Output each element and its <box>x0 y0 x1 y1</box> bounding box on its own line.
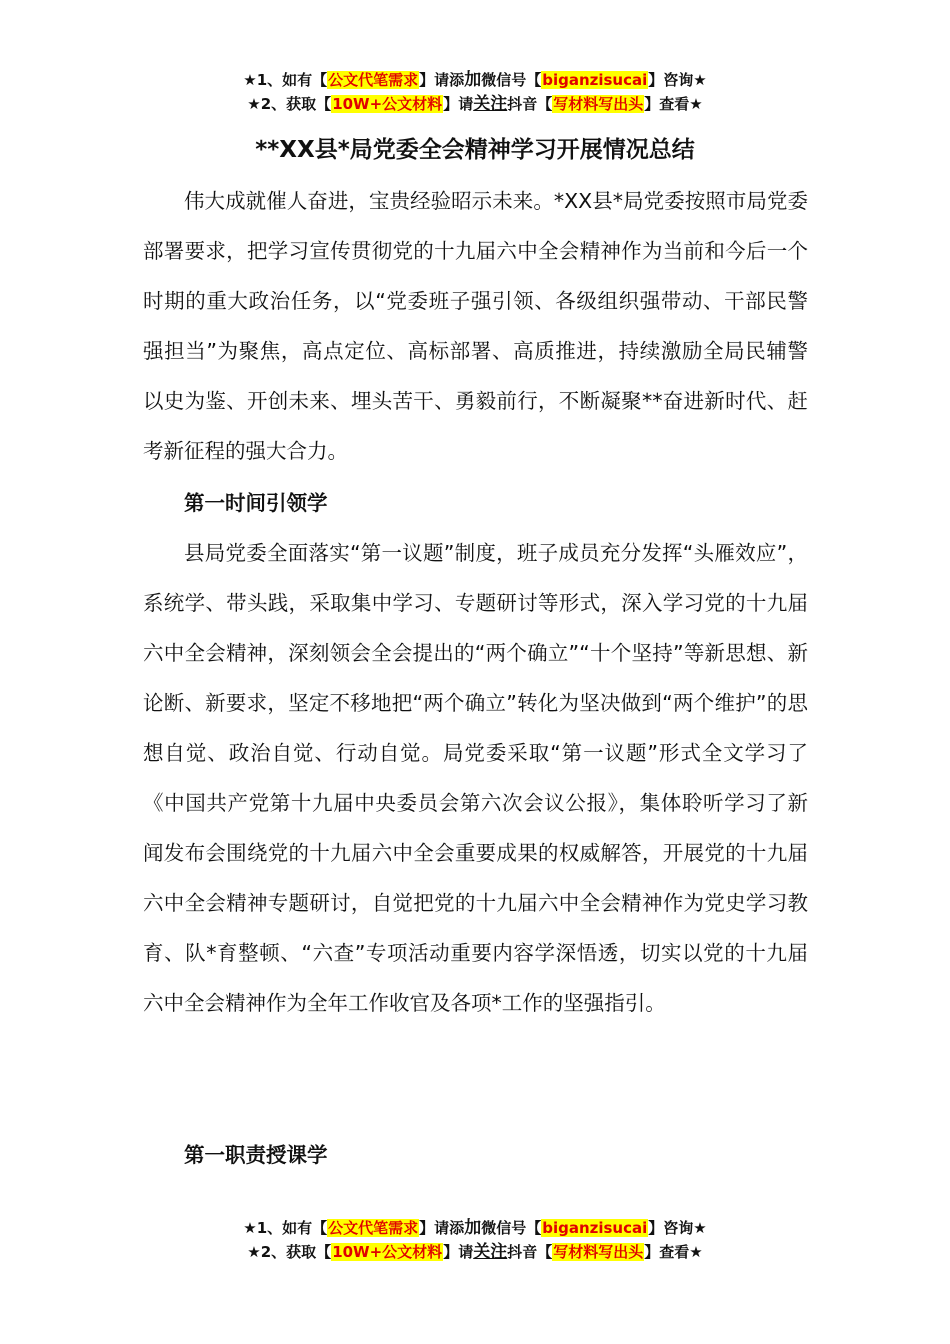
section-heading-text: 第一职责授课学 <box>184 1143 328 1167</box>
promo-highlight-service: 公文代笔需求 <box>328 71 419 89</box>
footer-promo-banner <box>0 1216 950 1264</box>
section-heading-1 <box>143 478 808 528</box>
promo-highlight-wechat-id: biganzisucai <box>542 71 648 89</box>
promo-highlight-wechat-id: biganzisucai <box>542 1219 648 1237</box>
section-heading-2 <box>143 1130 808 1180</box>
promo-line-1: ★1、如有【公文代笔需求】请添加微信号【biganzisucai】咨询★ <box>243 1218 707 1238</box>
header-promo-banner <box>0 68 950 116</box>
promo-highlight-douyin: 写材料写出头 <box>553 95 644 113</box>
promo-highlight-service: 公文代笔需求 <box>328 1219 419 1237</box>
promo-line-2: ★2、获取【10W+公文材料】请关注抖音【写材料写出头】查看★ <box>247 94 703 114</box>
promo-line-2: ★2、获取【10W+公文材料】请关注抖音【写材料写出头】查看★ <box>247 1242 703 1262</box>
body-paragraph-2 <box>143 528 808 1028</box>
promo-highlight-douyin: 写材料写出头 <box>553 1243 644 1261</box>
paragraph-text: 县局党委全面落实“第一议题”制度，班子成员充分发挥“头雁效应”，系统学、带头践，采取集中学习、专题研讨等形式，深入学习党的十九届六中全会精神，深刻领会全会提出的“两个确立”“十个坚持”等新思想、新论断、新要求，坚定不移地把“两个确立”转化为坚决做到“两个维护”的思想自觉、政治自觉、行动自觉。局党委采取“第一议题”形式全文学习了《中国共产党第十九届中央委员会第六次会议公报》，集体聆听学习了新闻发布会围绕党的十九届六中全会重要成果的权威解答，开展党的十九届六中全会精神专题研讨，自觉把党的十九届六中全会精神作为党史学习教育、队*育整顿、“六查”专项活动重要内容学深悟透，切实以党的十九届六中全会精神作为全年工作收官及各项*工作的坚强指引。 <box>143 541 808 1015</box>
promo-highlight-materials: 10W+公文材料 <box>332 1243 443 1261</box>
promo-highlight-materials: 10W+公文材料 <box>332 95 443 113</box>
section-heading-text: 第一时间引领学 <box>184 491 328 515</box>
promo-line-1: ★1、如有【公文代笔需求】请添加微信号【biganzisucai】咨询★ <box>243 70 707 90</box>
paragraph-text: 伟大成就催人奋进，宝贵经验昭示未来。*XX县*局党委按照市局党委部署要求，把学习宣传贯彻党的十九届六中全会精神作为当前和今后一个时期的重大政治任务，以“党委班子强引领、各级组织强带动、干部民警强担当”为聚焦，高点定位、高标部署、高质推进，持续激励全局民辅警以史为鉴、开创未来、埋头苦干、勇毅前行，不断凝聚**奋进新时代、赶考新征程的强大合力。 <box>143 189 808 463</box>
document-title: **XX县*局党委全会精神学习开展情况总结 <box>255 137 695 163</box>
body-paragraph-1 <box>143 176 808 476</box>
